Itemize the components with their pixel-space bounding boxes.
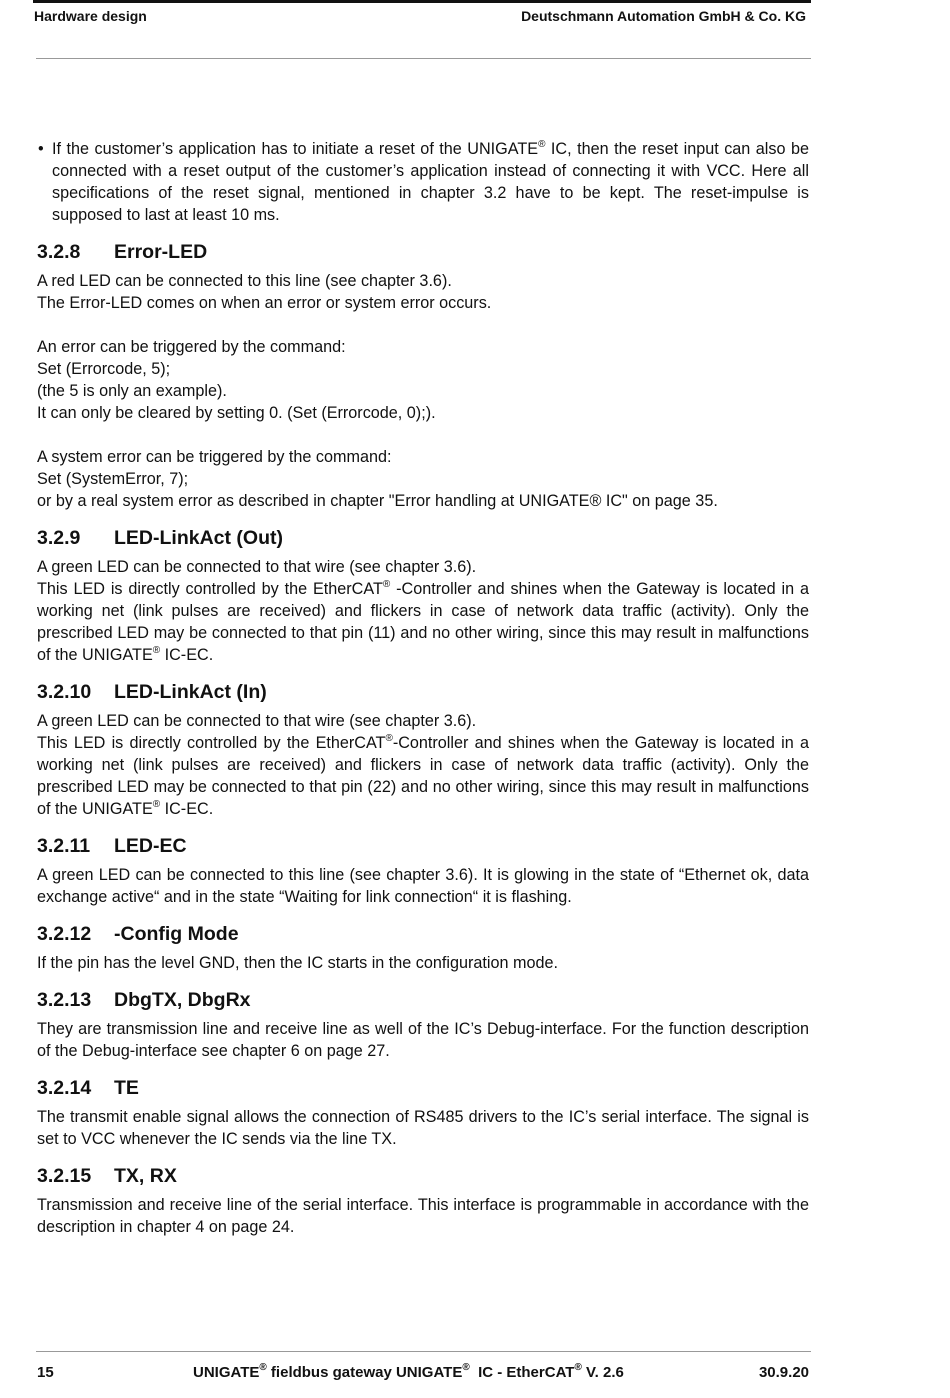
paragraph: The transmit enable signal allows the connection of RS485 drivers to the IC’s serial interface. The signal is set to VCC whenever the IC sends via the line TX. (37, 1108, 809, 1148)
paragraph: It can only be cleared by setting 0. (Set (Errorcode, 0);). (37, 404, 436, 422)
page-number: 15 (37, 1364, 54, 1381)
code-line: Set (SystemError, 7); (37, 470, 189, 488)
section-heading-3-2-15: 3.2.15 TX, RX (37, 1165, 177, 1187)
section-heading-3-2-14: 3.2.14 TE (37, 1077, 139, 1099)
code-line: Set (Errorcode, 5); (37, 360, 171, 378)
paragraph: A system error can be triggered by the command: (37, 448, 392, 466)
footer-date: 30.9.20 (758, 1364, 809, 1381)
paragraph: or by a real system error as described in chapter "Error handling at UNIGATE® IC" on page 35. (37, 492, 718, 510)
footer-divider (36, 1351, 811, 1352)
paragraph: The Error-LED comes on when an error or system error occurs. (37, 294, 492, 312)
paragraph: Transmission and receive line of the serial interface. This interface is programmable in accordance with the description in chapter 4 on page 24. (37, 1196, 809, 1236)
paragraph: (the 5 is only an example). (37, 382, 227, 400)
paragraph: An error can be triggered by the command: (37, 338, 346, 356)
footer-document-title: UNIGATE® fieldbus gateway UNIGATE® IC - EtherCAT® V. 2.6 (193, 1362, 624, 1381)
reset-bullet-item: • If the customer’s application has to initiate a reset of the UNIGATE® IC, then the reset input can also be connected with a reset output of the customer’s application instead of connecting it with VCC. Here all specifications of the reset signal, mentioned in chapter 3.2 have to be kept. The reset-impulse is supposed to last at least 10 ms. (38, 139, 809, 224)
header-divider (36, 58, 811, 59)
bullet-icon: • (38, 140, 44, 158)
header-section-title: Hardware design (34, 8, 147, 24)
header-top-rule (33, 0, 811, 3)
paragraph: If the pin has the level GND, then the IC starts in the configuration mode. (37, 954, 558, 972)
section-heading-3-2-12: 3.2.12 -Config Mode (37, 923, 239, 945)
paragraph: A green LED can be connected to that wire (see chapter 3.6). (37, 558, 477, 576)
paragraph: A green LED can be connected to that wire (see chapter 3.6). (37, 712, 477, 730)
paragraph: They are transmission line and receive line as well of the IC’s Debug-interface. For the function description of the Debug-interface see chapter 6 on page 27. (37, 1020, 809, 1060)
paragraph: A green LED can be connected to this line (see chapter 3.6). It is glowing in the state of “Ethernet ok, data exchange active“ and in the state “Waiting for link connection“ it is flashing. (37, 866, 809, 906)
section-heading-3-2-13: 3.2.13 DbgTX, DbgRx (37, 989, 251, 1011)
section-heading-3-2-11: 3.2.11 LED-EC (37, 835, 187, 857)
header-company-name: Deutschmann Automation GmbH & Co. KG (521, 8, 806, 24)
page-body (37, 138, 809, 1238)
section-heading-3-2-9: 3.2.9 LED-LinkAct (Out) (37, 527, 283, 549)
paragraph: This LED is directly controlled by the EtherCAT®-Controller and shines when the Gateway is located in a working net (link pulses are received) and flickers in case of network data traffic (activity). Only the prescribed LED may be connected to that pin (22) and no other wiring, since this may result in malfunctions of the UNIGATE® IC-EC. (37, 733, 809, 818)
paragraph: This LED is directly controlled by the EtherCAT® -Controller and shines when the Gateway is located in a working net (link pulses are received) and flickers in case of network data traffic (activity). Only the prescribed LED may be connected to that pin (11) and no other wiring, since this may result in malfunctions of the UNIGATE® IC-EC. (37, 579, 809, 664)
paragraph: A red LED can be connected to this line (see chapter 3.6). (37, 272, 452, 290)
section-heading-3-2-10: 3.2.10 LED-LinkAct (In) (37, 681, 267, 703)
section-heading-3-2-8: 3.2.8 Error-LED (37, 241, 208, 263)
